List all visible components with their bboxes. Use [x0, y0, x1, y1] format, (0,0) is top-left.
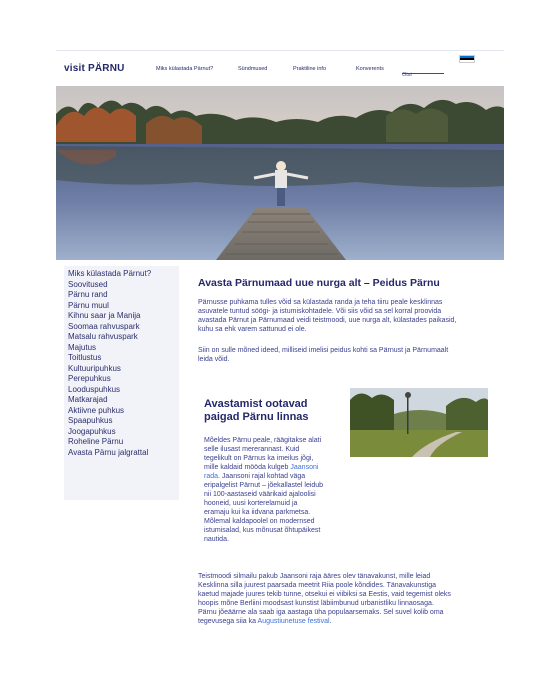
sidebar-item-yoga[interactable]: Joogapuhkus [68, 426, 116, 436]
nav-events[interactable]: Sündmused [238, 66, 268, 72]
sidebar-item-parnu-pier[interactable]: Pärnu muul [68, 300, 109, 310]
sidebar-item-soomaa[interactable]: Soomaa rahvuspark [68, 321, 140, 331]
nav-practical-info[interactable]: Praktiline info [293, 66, 327, 72]
sidebar-item-green-parnu[interactable]: Roheline Pärnu [68, 437, 124, 446]
sidebar-item-family[interactable]: Perepuhkus [68, 374, 111, 383]
nav-conference[interactable]: Konverents [356, 66, 384, 72]
site-logo[interactable] [64, 63, 125, 74]
nav-why-visit[interactable]: Miks külastada Pärnut? [156, 66, 214, 72]
main-intro [198, 276, 498, 290]
section-line: tegelikult on Pärnus ka imeilus jõgi, [204, 455, 314, 462]
search-input[interactable] [402, 70, 444, 80]
sidebar-item-nature[interactable]: Looduspuhkus [68, 384, 121, 394]
site-header [56, 50, 504, 86]
sidebar-item-parnu-beach[interactable]: Pärnu rand [68, 290, 108, 299]
park-image [350, 388, 488, 457]
section-line: eramaju kui ka iidvana parkmetsa. [204, 509, 311, 516]
sidebar-item-cycling[interactable]: Avasta Pärnu jalgrattal [68, 447, 149, 457]
intro-line: asuvatele tuntud söögi- ja istumiskohtadele. Või siis võid sa sel korral proovida [198, 308, 442, 315]
section-line: eripalgelist Pärnut – jõekallastel leidub [204, 482, 324, 489]
logo-prefix: visit [64, 63, 86, 74]
sidebar-item-active-holiday[interactable]: Aktiivne puhkus [68, 405, 125, 415]
paragraph-line: Pärnu jõeäärne ala saab iga aastaga üha populaarsemaks. Sel suvel kolib oma [198, 609, 444, 616]
search-box [402, 63, 444, 74]
section-line: Mõlemal kaldapoolel on modernsed [204, 518, 315, 525]
street-art-paragraph [198, 572, 498, 626]
section-line: hooneid, uusi korterelamuid ja [204, 500, 298, 507]
paragraph-line: tegevusega siia ka [198, 618, 256, 625]
hero-image [56, 86, 504, 260]
paragraph-line: kaetud majade juures tekib tunne, otsekui ei viibiksi sa Eestis, vaid tegemist oleks [198, 591, 451, 598]
sidebar-menu [64, 266, 179, 500]
sidebar-item-accommodation[interactable]: Majutus [68, 342, 97, 352]
section-title [204, 398, 309, 424]
sidebar-item-spa[interactable]: Spaapuhkus [68, 416, 113, 425]
section-line: . Jaansoni rajal kohtad väga [218, 473, 306, 480]
paragraph-line: Kesklinna silla juurest paarsada meetrit Riia poole kõndides. Tänavakunstiga [198, 582, 437, 589]
sidebar-item-catering[interactable]: Toitlustus [68, 353, 102, 362]
section-line: istumisalad, kus mõnusat õhtupäikest [204, 527, 321, 534]
section-body [204, 436, 354, 544]
paragraph-line: hoopis mõne Berliini moodsast kunstist läbiimbunud urbanistliku linnaosaga. [198, 600, 434, 607]
section-line: Mõeldes Pärnu peale, räägitakse alati [204, 437, 322, 444]
paragraph-line-with-link [198, 617, 498, 626]
intro2-line: Siin on sulle mõned ideed, milliseid imelisi peidus kohti sa Pärnust ja Pärnumaalt [198, 347, 449, 354]
section-line: selle ilusast mererannast. Kuid [204, 446, 300, 453]
intro-line: avastada Pärnut ja Pärnumaad veidi teistmoodi, uue nurga alt, külastades paikasid, [198, 317, 457, 324]
section-line-with-link [204, 463, 354, 472]
sidebar-item-why-visit[interactable]: Miks külastada Pärnut? [68, 269, 152, 278]
jaansoni-trail-link-2[interactable]: rada [204, 473, 219, 480]
section-title-line: Avastamist ootavad [204, 398, 308, 410]
section-line: mille kaldaid mööda kulgeb [204, 464, 289, 471]
page-title: Avasta Pärnumaad uue nurga alt – Peidus Pärnu [198, 277, 440, 289]
page [56, 50, 504, 625]
paragraph-period: . [329, 618, 332, 625]
logo-main: PÄRNU [88, 63, 125, 74]
intro-paragraph-2 [198, 346, 498, 364]
sidebar-item-hiking-trails[interactable]: Matkarajad [68, 395, 108, 404]
intro-line: kuhu sa ehk varem sattunud ei ole. [198, 326, 307, 333]
sidebar-item-recommendations[interactable]: Soovitused [68, 279, 108, 289]
intro-line: Pärnusse puhkama tulles võid sa külastada randa ja teha tiiru peale kesklinnas [198, 299, 443, 306]
sidebar-item-kihnu-manija[interactable]: Kihnu saar ja Manija [68, 311, 141, 320]
sidebar-item-matsalu[interactable]: Matsalu rahvuspark [68, 332, 138, 341]
paragraph-line: Teistmoodi silmailu pakub Jaansoni raja ääres olev tänavakunst, mille leiad [198, 573, 431, 580]
section-title-line: paigad Pärnu linnas [204, 411, 309, 423]
intro2-line: leida võid. [198, 356, 230, 363]
section-line: nii 100-aastaseid väärikaid ajaloolisi [204, 491, 316, 498]
jaansoni-trail-link[interactable]: Jaansoni [290, 464, 319, 471]
sidebar-item-culture[interactable]: Kultuuripuhkus [68, 363, 121, 373]
augustiunetus-festival-link[interactable]: Augustiunetuse festival [257, 618, 330, 625]
section-line: nautida. [204, 536, 229, 543]
estonian-flag-icon[interactable] [459, 55, 475, 63]
intro-paragraph [198, 298, 498, 334]
section-line-with-link [204, 472, 354, 481]
